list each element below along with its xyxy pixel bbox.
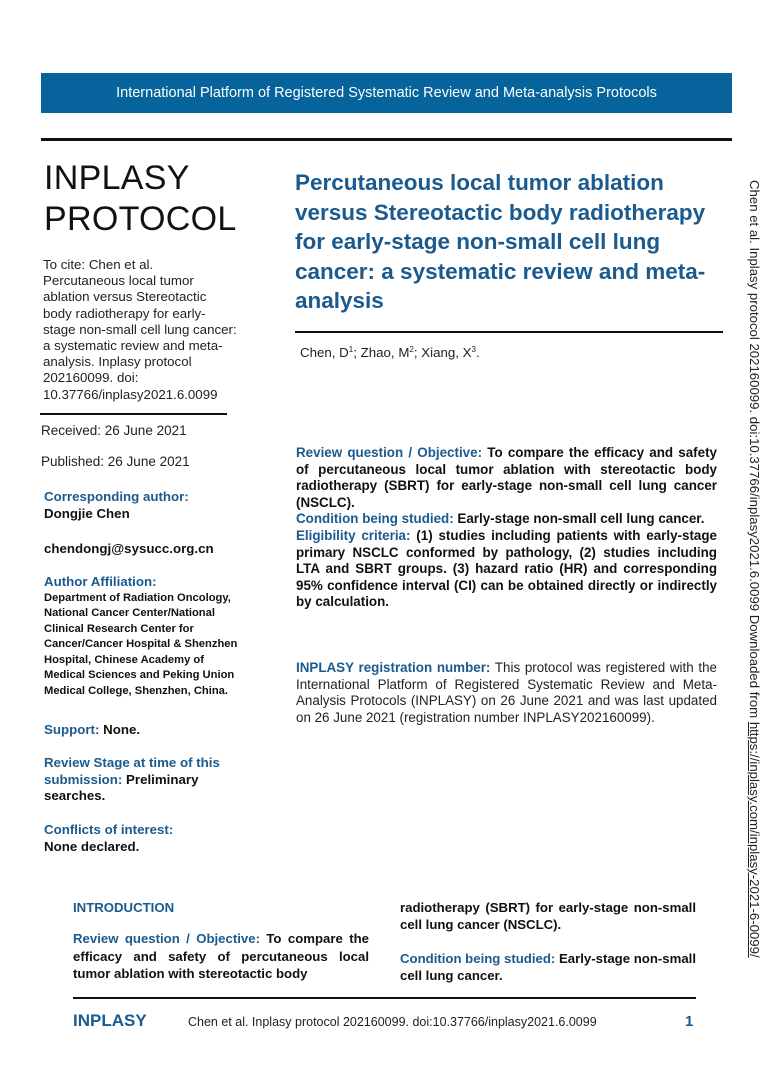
abstract-condition xyxy=(296,511,717,528)
abstract-block xyxy=(296,445,717,611)
conflicts-label: Conflicts of interest: xyxy=(44,822,174,837)
review-stage-field xyxy=(44,755,244,805)
platform-banner xyxy=(41,73,732,113)
condition-label: Condition being studied: xyxy=(296,511,454,527)
conflicts-value: None declared. xyxy=(44,838,140,854)
introduction-col1 xyxy=(73,899,369,982)
received-date: Received: 26 June 2021 xyxy=(41,423,187,438)
left-rule xyxy=(40,413,227,415)
protocol-heading xyxy=(44,158,237,240)
abstract-objective xyxy=(296,445,717,511)
corresponding-author-label: Corresponding author: xyxy=(44,489,189,504)
support-value: None. xyxy=(103,722,141,737)
author-list xyxy=(300,345,480,360)
introduction-heading: INTRODUCTION xyxy=(73,900,175,915)
page-number: 1 xyxy=(685,1013,694,1030)
download-notice-text: Chen et al. Inplasy protocol 202160099. doi:10.37766/inplasy2021.6.0099 Downloaded from xyxy=(747,180,762,722)
published-date: Published: 26 June 2021 xyxy=(41,454,190,469)
footer-rule xyxy=(73,997,696,999)
protocol-heading-line1: INPLASY xyxy=(44,159,190,197)
intro-objective-cont: radiotherapy (SBRT) for early-stage non-small cell lung cancer (NSCLC). xyxy=(400,900,696,933)
conflicts-field xyxy=(44,822,244,855)
author: Chen, $D^1$; xyxy=(300,345,361,360)
eligibility-text: (1) studies including patients with early-stage primary NSCLC conformed by pathology, (2) studies including LTA and SBRT groups. (3) hazard ratio (HR) and corresponding 95% confidence interval (CI) can be obtained directly or indirectly by calculation. xyxy=(296,527,717,610)
abstract-eligibility xyxy=(296,528,717,611)
review-stage-value: Preliminary searches. xyxy=(44,771,199,803)
footer-logo: INPLASY xyxy=(73,1011,147,1030)
header-rule xyxy=(41,138,732,141)
protocol-heading-line2: PROTOCOL xyxy=(44,200,237,238)
citation-block: To cite: Chen et al. Percutaneous local tumor ablation versus Stereotactic body radiotherapy for early-stage non-small cell lung cancer: a systematic review and meta-analysis. Inplasy protocol 202160099. doi: 10.37766/inplasy2021.6.0099 xyxy=(43,257,237,402)
intro-objective-label: Review question / Objective: xyxy=(73,931,260,947)
support-label: Support: xyxy=(44,722,100,737)
intro-condition-label: Condition being studied: xyxy=(400,950,556,966)
intro-objective xyxy=(73,930,369,982)
corresponding-author-name: Dongjie Chen xyxy=(44,505,130,521)
download-notice xyxy=(747,180,762,980)
author: Xiang, $X^3$. xyxy=(421,345,480,360)
affiliation-label: Author Affiliation: xyxy=(44,574,157,589)
condition-text: Early-stage non-small cell lung cancer. xyxy=(457,511,705,527)
author-affiliation xyxy=(44,574,244,700)
intro-condition-text: Early-stage non-small cell lung cancer. xyxy=(400,950,697,983)
paper-title: Percutaneous local tumor ablation versus Stereotactic body radiotherapy for early-stage non-small cell lung cancer: a systematic review and meta-analysis xyxy=(295,170,706,313)
banner-text: International Platform of Registered Systematic Review and Meta-analysis Protocols xyxy=(116,85,657,101)
objective-text: To compare the efficacy and safety of percutaneous local tumor ablation with stereotactic body radiotherapy (SBRT) for early-stage non-small cell lung cancer (NSCLC). xyxy=(296,445,717,510)
registration-text: This protocol was registered with the International Platform of Registered Systematic Review and Meta-Analysis Protocols (INPLASY) on 26 June 2021 and was last updated on 26 June 2021 (registration number INPLASY202160099). xyxy=(296,660,717,725)
title-rule xyxy=(295,331,723,333)
introduction-col2 xyxy=(400,899,696,984)
affiliation-text: Department of Radiation Oncology, National Cancer Center/National Clinical Research Center for Cancer/Cancer Hospital & Shenzhen Hospital, Chinese Academy of Medical Sciences and Peking Union Medical College, Shenzhen, China. xyxy=(44,591,238,698)
author: Zhao, $M^2$; xyxy=(360,345,422,360)
footer-citation: Chen et al. Inplasy protocol 202160099. doi:10.37766/inplasy2021.6.0099 xyxy=(188,1015,597,1029)
eligibility-label: Eligibility criteria: xyxy=(296,527,411,543)
registration-block xyxy=(296,660,717,726)
support-field xyxy=(44,722,244,739)
author-email[interactable]: chendongj@sysucc.org.cn xyxy=(44,541,214,556)
intro-objective-text: To compare the efficacy and safety of percutaneous local tumor ablation with stereotactic body xyxy=(73,931,370,981)
download-link[interactable]: https://inplasy.com/inplasy-2021-6-0099/ xyxy=(747,721,762,958)
registration-label: INPLASY registration number: xyxy=(296,660,491,675)
corresponding-author xyxy=(44,489,244,522)
intro-condition xyxy=(400,950,696,985)
review-stage-label: Review Stage at time of this submission: xyxy=(44,755,220,787)
objective-label: Review question / Objective: xyxy=(296,445,483,460)
